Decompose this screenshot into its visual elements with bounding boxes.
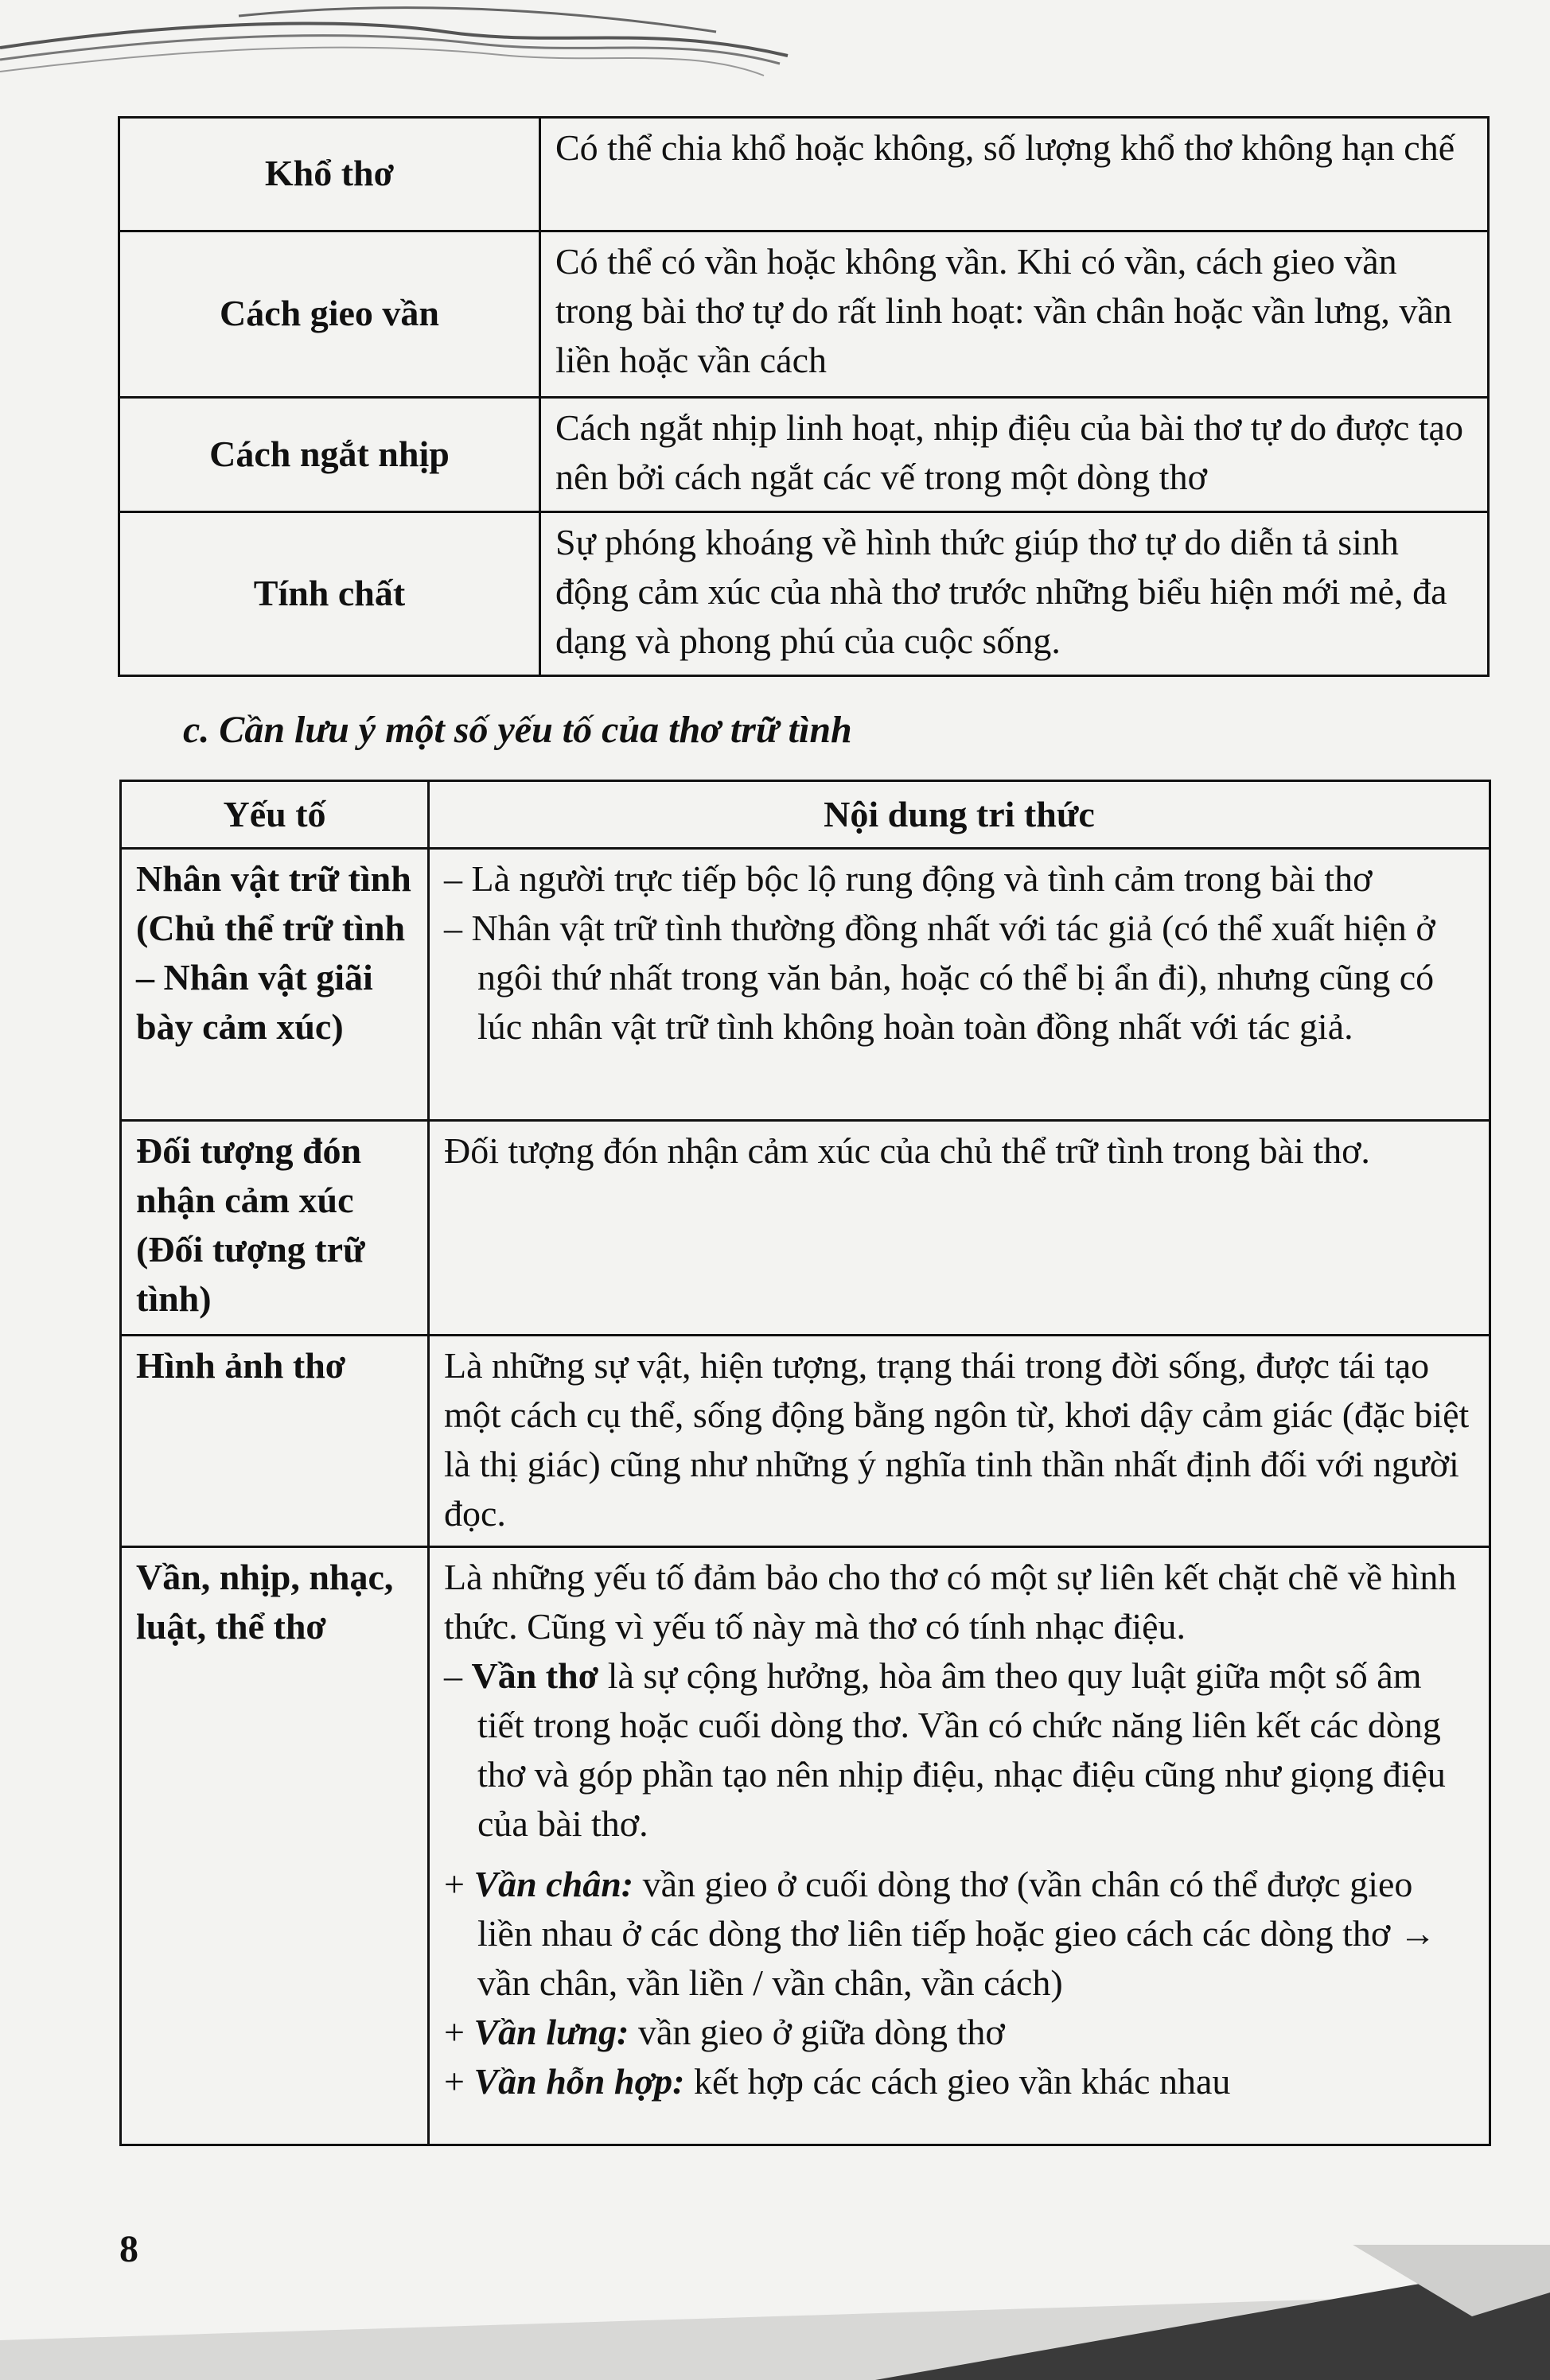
row-content: Có thể có vần hoặc không vần. Khi có vần, cách gieo vần trong bài thơ tự do rất linh hoạt: vần chân hoặc vần lưng, vần liền hoặc vần cách bbox=[540, 231, 1489, 398]
row-label: Cách gieo vần bbox=[119, 231, 540, 398]
header-content: Nội dung tri thức bbox=[429, 781, 1490, 849]
bullet-item: – Là người trực tiếp bộc lộ rung động và tình cảm trong bài thơ bbox=[444, 858, 1373, 899]
table-row bbox=[119, 118, 1489, 231]
bullet-plus: + bbox=[444, 1864, 474, 1904]
term: Vần thơ bbox=[471, 1655, 599, 1696]
table-row bbox=[121, 1336, 1490, 1547]
term: Vần hỗn hợp: bbox=[473, 2061, 685, 2102]
intro-text: Là những yếu tố đảm bảo cho thơ có một sự liên kết chặt chẽ về hình thức. Cũng vì yếu tố này mà thơ có tính nhạc điệu. bbox=[444, 1557, 1457, 1647]
term: Vần lưng: bbox=[473, 2012, 629, 2052]
definition: là sự cộng hưởng, hòa âm theo quy luật giữa một số âm tiết trong hoặc cuối dòng thơ. Vần có chức năng liên kết các dòng thơ và góp phần tạo nên nhịp điệu, nhạc điệu cũng như giọng điệu của bài thơ. bbox=[477, 1655, 1446, 1844]
free-verse-table bbox=[118, 116, 1490, 677]
bullet-item: – Nhân vật trữ tình thường đồng nhất với tác giả (có thể xuất hiện ở ngôi thứ nhất trong văn bản, hoặc có thể bị ẩn đi), nhưng cũng có lúc nhân vật trữ tình không hoàn toàn đồng nhất với tác giả. bbox=[444, 908, 1435, 1047]
page-edge-shadow bbox=[0, 2245, 1550, 2380]
bullet-item bbox=[444, 1651, 1474, 1849]
table-row bbox=[121, 1121, 1490, 1336]
row-content: Là những sự vật, hiện tượng, trạng thái trong đời sống, được tái tạo một cách cụ thể, sống động bằng ngôn từ, khơi dậy cảm giác (đặc biệt là thị giác) cũng như những ý nghĩa tinh thần nhất định đối với người đọc. bbox=[429, 1336, 1490, 1547]
bullet-plus: + bbox=[444, 2012, 474, 2052]
row-content: Cách ngắt nhịp linh hoạt, nhịp điệu của bài thơ tự do được tạo nên bởi cách ngắt các vế trong một dòng thơ bbox=[540, 398, 1489, 512]
sub-item bbox=[444, 1860, 1474, 2008]
definition: vần gieo ở giữa dòng thơ bbox=[629, 2012, 1005, 2052]
table-row bbox=[119, 398, 1489, 512]
table-row bbox=[121, 1547, 1490, 2145]
table-header-row bbox=[121, 781, 1490, 849]
row-content bbox=[429, 849, 1490, 1121]
header-element: Yếu tố bbox=[121, 781, 429, 849]
row-label: Hình ảnh thơ bbox=[121, 1336, 429, 1547]
decorative-swoosh bbox=[0, 0, 796, 88]
row-content bbox=[429, 1547, 1490, 2145]
sub-item bbox=[444, 2008, 1474, 2057]
lyric-poetry-elements-table bbox=[119, 780, 1491, 2146]
bullet-plus: + bbox=[444, 2061, 474, 2102]
row-label: Tính chất bbox=[119, 512, 540, 676]
bullet-dash: – bbox=[444, 1655, 472, 1696]
table-row bbox=[119, 231, 1489, 398]
row-content: Có thể chia khổ hoặc không, số lượng khổ thơ không hạn chế bbox=[540, 118, 1489, 231]
row-label: Khổ thơ bbox=[119, 118, 540, 231]
section-heading: c. Cần lưu ý một số yếu tố của thơ trữ tình bbox=[183, 709, 852, 751]
table-row bbox=[119, 512, 1489, 676]
sub-item bbox=[444, 2057, 1474, 2106]
term: Vần chân: bbox=[473, 1864, 634, 1904]
page-number: 8 bbox=[119, 2228, 138, 2270]
row-label: Nhân vật trữ tình (Chủ thể trữ tình – Nhân vật giãi bày cảm xúc) bbox=[121, 849, 429, 1121]
definition: vần gieo ở cuối dòng thơ (vần chân có thể được gieo liền nhau ở các dòng thơ liên tiếp hoặc gieo cách các dòng thơ → vần chân, vần liền / vần chân, vần cách) bbox=[477, 1864, 1436, 2003]
row-content: Sự phóng khoáng về hình thức giúp thơ tự do diễn tả sinh động cảm xúc của nhà thơ trước những biểu hiện mới mẻ, đa dạng và phong phú của cuộc sống. bbox=[540, 512, 1489, 676]
row-label: Vần, nhịp, nhạc, luật, thể thơ bbox=[121, 1547, 429, 2145]
table-row bbox=[121, 849, 1490, 1121]
row-label: Cách ngắt nhịp bbox=[119, 398, 540, 512]
row-label: Đối tượng đón nhận cảm xúc (Đối tượng trữ tình) bbox=[121, 1121, 429, 1336]
row-content: Đối tượng đón nhận cảm xúc của chủ thể trữ tình trong bài thơ. bbox=[429, 1121, 1490, 1336]
definition: kết hợp các cách gieo vần khác nhau bbox=[684, 2061, 1231, 2102]
